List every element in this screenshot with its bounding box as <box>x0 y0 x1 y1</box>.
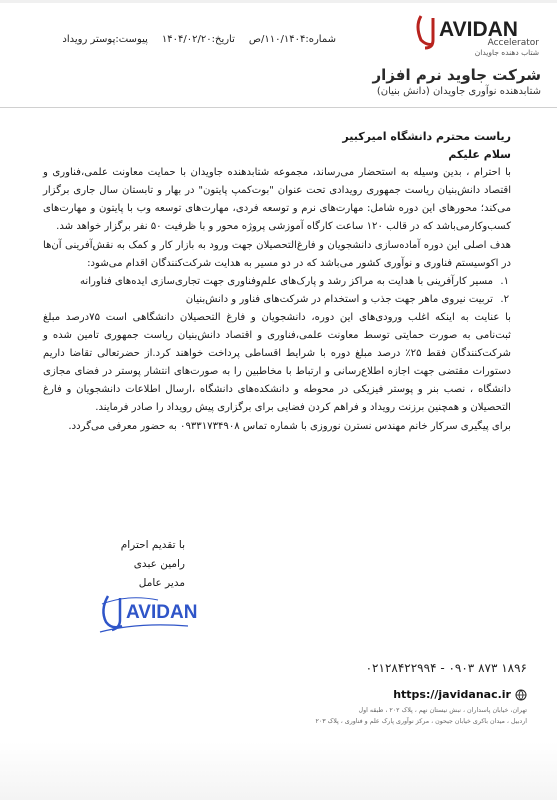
company-stamp-icon <box>98 592 208 638</box>
paragraph-1: با احترام ، بدین وسیله به استحضار می‌رساند، مجموعه شتابدهنده جاویدان با حمایت معاونت علمی،فناوری و اقتصاد دانش‌بنیان ریاست جمهوری رویدادی تحت عنوان "بوت‌کمپ پایتون" در بهار و تابستان سال جاری برگزار می‌کند؛ محورهای این دوره شامل: مهارت‌های نرم و توسعه فردی، مهارت‌های توسعه وب با پایتون و مهارت‌های کسب‌وکارمی‌باشد که در قالب ۱۲۰ ساعت کارگاه آموزشی پروژه محور و با ظرفیت ۵۰ نفر برگزار خواهد شد. <box>43 167 511 233</box>
globe-icon <box>515 689 527 701</box>
letter-meta <box>18 34 336 45</box>
header-divider <box>0 107 557 108</box>
company-tagline: شتابدهنده نوآوری جاویدان (دانش بنیان) <box>376 86 541 97</box>
footer-band <box>0 742 557 800</box>
website <box>393 688 527 701</box>
phone-numbers: ۰۲۱۲۸۴۲۲۹۹۴ - ۰۹۰۳ ۸۷۳ ۱۸۹۶ <box>365 661 527 675</box>
greeting: سلام علیکم <box>448 148 511 162</box>
letter-body <box>43 128 511 436</box>
address-ardabil: اردبیل ، میدان باکری خیابان جیحون ، مرکز نوآوری پارک علم و فناوری ، پلاک ۲۰۳ <box>315 717 527 725</box>
goal-item: ۲. تربیت نیروی ماهر جهت جذب و استخدام در شرکت‌های فناور و دانش‌بنیان <box>185 293 509 305</box>
letter-number: شماره:۱۱۰/۱۴۰۴/ص <box>248 34 336 45</box>
svg-text:AVIDAN: AVIDAN <box>126 602 198 623</box>
top-edge <box>0 0 557 3</box>
paragraph-4: برای پیگیری سرکار خانم مهندس نسترن نوروزی با شماره تماس ۰۹۳۳۱۷۳۴۹۰۸ به حضور معرفی می‌گردد. <box>68 420 511 432</box>
company-name: شرکت جاوید نرم افزار <box>372 66 541 84</box>
paragraph-2: هدف اصلی این دوره آماده‌سازی دانشجویان و فارغ‌التحصیلان جهت ورود به بازار کار و کمک به نقش‌آفرینی آن‌ها در اکوسیستم فناوری و نوآوری کشور می‌باشد که در دو مسیر به هدایت شرکت‌کنندگان اقدام می‌شود: <box>43 239 511 269</box>
goals-list <box>43 273 511 309</box>
signature-block <box>121 536 185 593</box>
website-url[interactable]: https://javidanac.ir <box>393 688 511 701</box>
goal-item: ۱. مسیر کارآفرینی با هدایت به مراکز رشد و پارک‌های علم‌وفناوری جهت تجاری‌سازی ایده‌های فناورانه <box>79 275 509 287</box>
logo-subtitle: Accelerator <box>487 38 539 48</box>
letter-attachment: پیوست:پوستر رویداد <box>62 34 148 45</box>
logo-persian: شتاب دهنده جاویدان <box>474 48 539 57</box>
svg-text:AVIDAN: AVIDAN <box>439 18 518 41</box>
company-logo <box>413 10 543 58</box>
closing: با تقدیم احترام <box>120 539 185 551</box>
recipient: ریاست محترم دانشگاه امیرکبیر <box>342 130 511 143</box>
addresses <box>315 706 527 727</box>
signer-title: مدیر عامل <box>138 577 185 589</box>
signer-name: رامین عبدی <box>133 558 185 570</box>
address-tehran: تهران، خیابان پاسداران ، نبش نیستان نهم ، پلاک ۲۰۲ ، طبقه اول <box>358 707 527 714</box>
paragraph-3: با عنایت به اینکه اغلب ورودی‌های این دوره، دانشجویان و فارغ التحصیلان دانشگاهی است ۷۵درصد مبلغ ثبت‌نامی به صورت حمایتی توسط معاونت علمی،فناوری و اقتصاد دانش‌بنیان ریاست جمهوری تامین شده و شرکت‌کنندگان فقط ۲۵٪ درصد مبلغ دوره با شرایط اقساطی پرداخت خواهند کرد.از حضرتعالی تقاضا داریم دستورات مقتضی جهت اجازه اطلاع‌رسانی و ارتباط با مخاطبین را به صورت‌های انتشار پوستر در فضای مجازی دانشگاه ، نصب بنر و پوستر فیزیکی در محوطه و دانشکده‌های دانشگاه ،ارسال اطلاعات دانشجویان و فارغ التحصیلان و همچنین برزنت رویداد و فراهم کردن فضایی برای برگزاری پیش رویداد را صادر فرمایند. <box>43 311 511 414</box>
company-block <box>373 66 541 97</box>
letter-date: تاریخ:۱۴۰۴/۰۲/۲۰ <box>161 34 235 45</box>
